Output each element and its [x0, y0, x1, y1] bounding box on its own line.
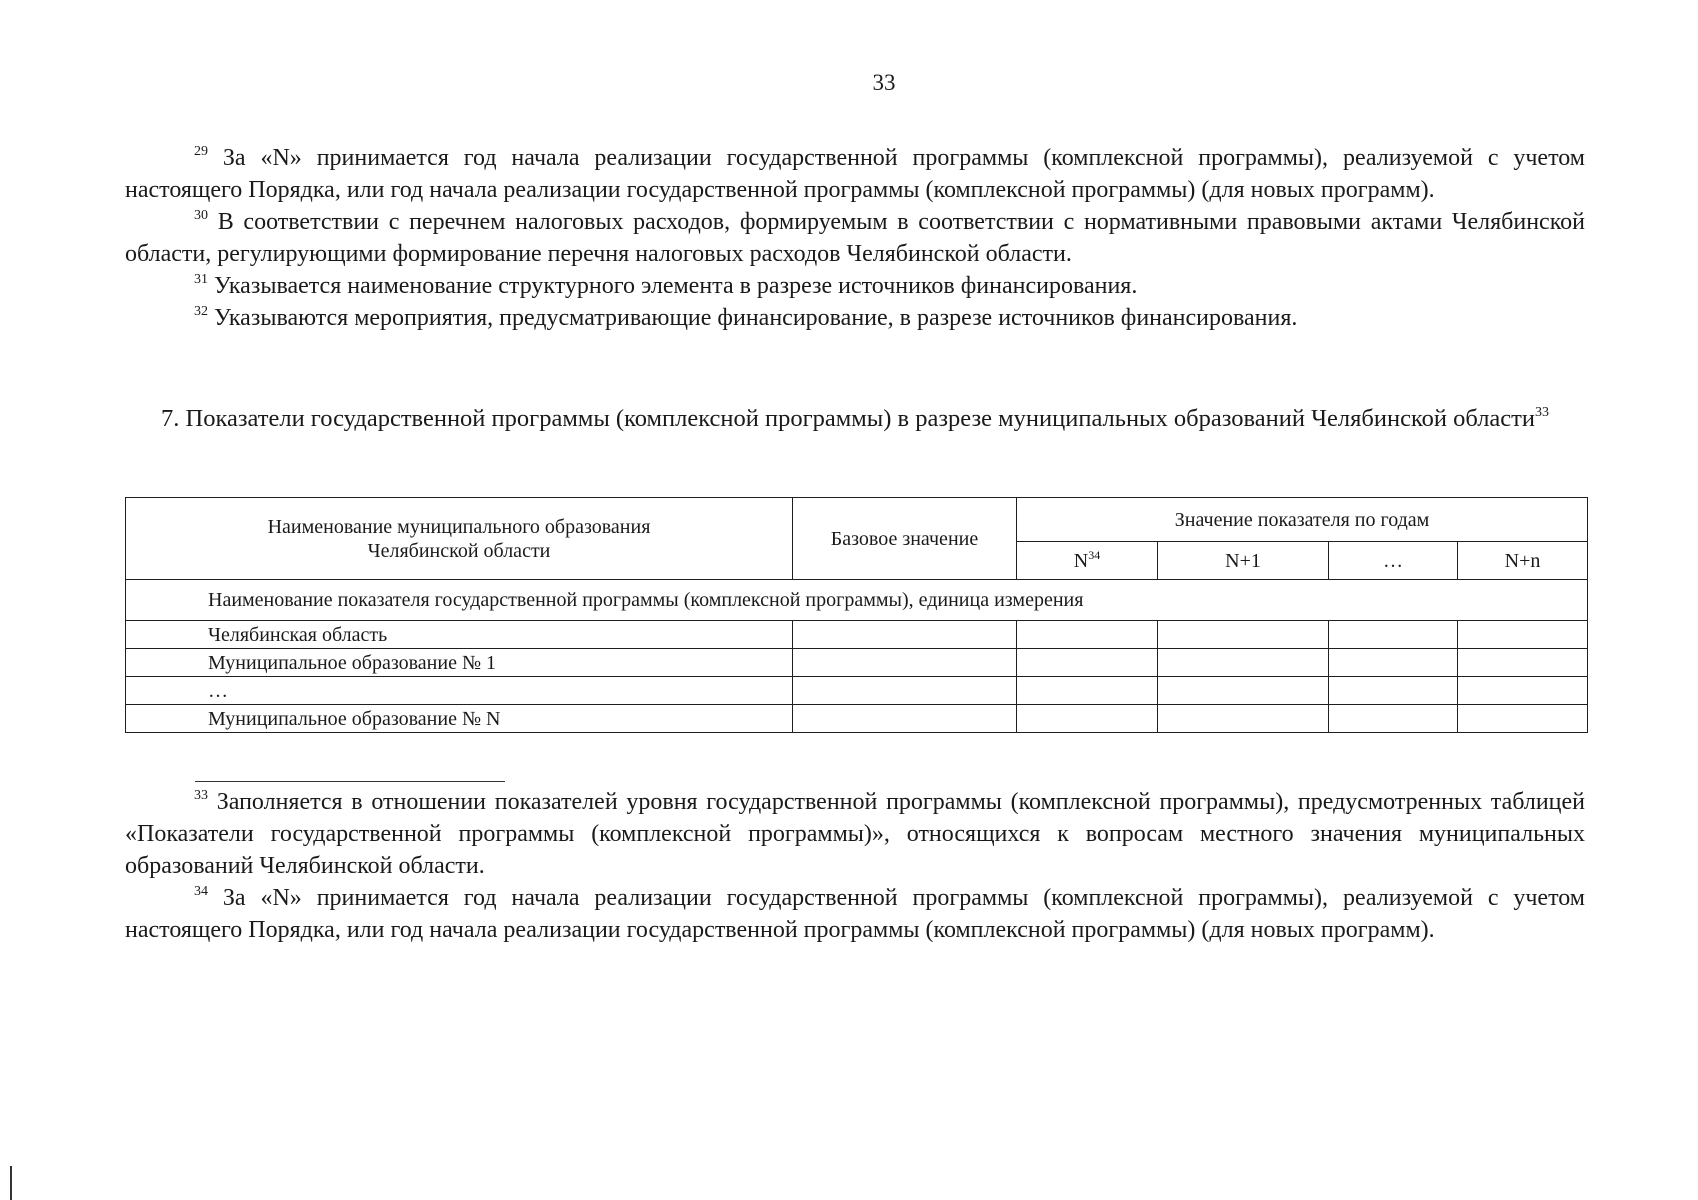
- footnote-text: Указываются мероприятия, предусматривающие финансирование, в разрезе источников финансирования.: [208, 305, 1298, 331]
- page-number: 33: [872, 70, 896, 95]
- footnote-separator: [195, 781, 505, 782]
- footnote-31: [125, 270, 1585, 302]
- municipality-name: Муниципальное образование № 1: [126, 649, 793, 677]
- value-cell: [1017, 621, 1158, 649]
- value-cell: [1458, 705, 1588, 733]
- footnote-marker: 34: [194, 884, 208, 899]
- section-title: [125, 403, 1585, 435]
- year-n-footnote-ref: 34: [1088, 547, 1101, 562]
- footnote-text: Заполняется в отношении показателей уровня государственной программы (комплексной программы), предусмотренных таблицей «Показатели государственной программы (комплексной программы)», относящихся к вопросам местного значения муниципальных образований Челябинской области.: [125, 789, 1585, 879]
- section-title-text: 7. Показатели государственной программы (комплексной программы) в разрезе муниципальных образований Челябинской области: [161, 405, 1535, 432]
- base-value-cell: [793, 621, 1017, 649]
- footnote-marker: 32: [194, 304, 208, 319]
- base-value-cell: [793, 705, 1017, 733]
- header-year-n: [1017, 542, 1158, 580]
- footnote-32: [125, 302, 1585, 334]
- value-cell: [1158, 677, 1329, 705]
- value-cell: [1458, 621, 1588, 649]
- base-value-cell: [793, 677, 1017, 705]
- municipality-name: Муниципальное образование № N: [126, 705, 793, 733]
- header-values-by-year: Значение показателя по годам: [1017, 498, 1588, 542]
- value-cell: [1329, 621, 1458, 649]
- header-year-n-plus-1: N+1: [1158, 542, 1329, 580]
- value-cell: [1017, 649, 1158, 677]
- scan-margin-mark: [10, 1166, 12, 1200]
- footnote-30: [125, 206, 1585, 270]
- footnote-text: За «N» принимается год начала реализации государственной программы (комплексной программы), реализуемой с учетом настоящего Порядка, или год начала реализации государственной программы (комплексной программы) (для новых программ).: [125, 885, 1585, 943]
- indicator-name-row: [126, 580, 1588, 621]
- value-cell: [1458, 677, 1588, 705]
- footnote-29: [125, 142, 1585, 206]
- header-year-ellipsis: …: [1329, 542, 1458, 580]
- footnote-text: За «N» принимается год начала реализации государственной программы (комплексной программы), реализуемой с учетом настоящего Порядка, или год начала реализации государственной программы (комплексной программы) (для новых программ).: [125, 145, 1585, 203]
- value-cell: [1329, 649, 1458, 677]
- footnote-marker: 31: [194, 272, 208, 287]
- base-value-cell: [793, 649, 1017, 677]
- value-cell: [1158, 621, 1329, 649]
- municipality-name: Челябинская область: [126, 621, 793, 649]
- value-cell: [1329, 705, 1458, 733]
- indicator-name-cell: Наименование показателя государственной программы (комплексной программы), единица измерения: [126, 580, 1588, 621]
- footnote-33: [125, 786, 1585, 882]
- header-year-n-plus-n: N+n: [1458, 542, 1588, 580]
- table-row: [126, 705, 1588, 733]
- year-n-label: N: [1073, 549, 1089, 572]
- table-row: [126, 621, 1588, 649]
- header-municipality: Наименование муниципального образования Челябинской области: [126, 498, 793, 580]
- value-cell: [1017, 677, 1158, 705]
- value-cell: [1458, 649, 1588, 677]
- footnote-marker: 29: [194, 144, 208, 159]
- table-row: [126, 677, 1588, 705]
- municipality-name: …: [126, 677, 793, 705]
- section-title-footnote-ref: 33: [1535, 405, 1549, 420]
- footnotes-top: [125, 142, 1585, 334]
- table-row: [126, 649, 1588, 677]
- footnote-marker: 33: [194, 788, 208, 803]
- value-cell: [1158, 705, 1329, 733]
- footnote-text: В соответствии с перечнем налоговых расходов, формируемым в соответствии с нормативными правовыми актами Челябинской области, регулирующими формирование перечня налоговых расходов Челябинской области.: [125, 209, 1585, 267]
- indicators-table: [125, 497, 1588, 733]
- value-cell: [1158, 649, 1329, 677]
- footnote-34: [125, 882, 1585, 946]
- footnote-marker: 30: [194, 208, 208, 223]
- header-base-value: Базовое значение: [793, 498, 1017, 580]
- value-cell: [1329, 677, 1458, 705]
- footnotes-bottom: [125, 786, 1585, 946]
- value-cell: [1017, 705, 1158, 733]
- footnote-text: Указывается наименование структурного элемента в разрезе источников финансирования.: [208, 273, 1138, 299]
